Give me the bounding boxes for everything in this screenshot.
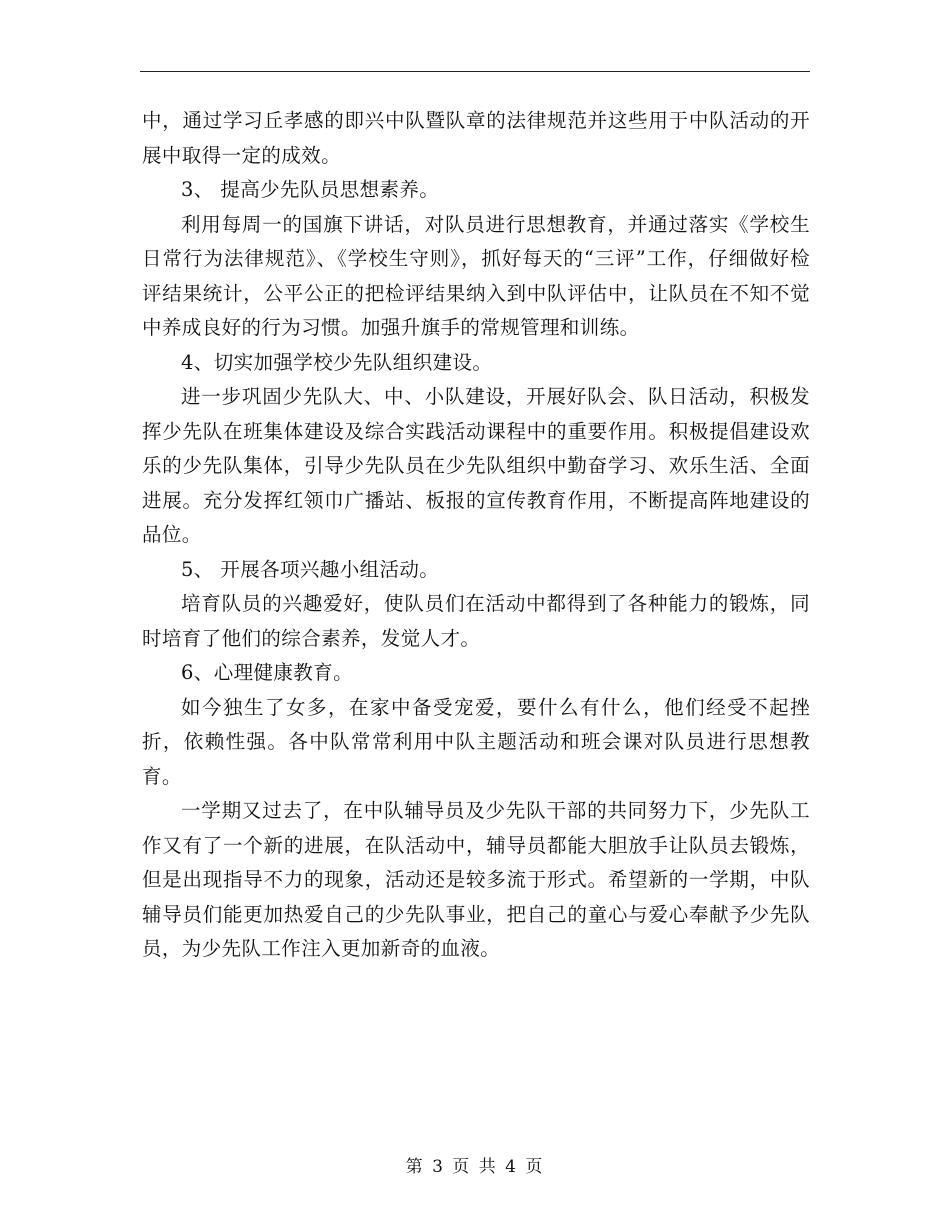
paragraph: 利用每周一的国旗下讲话，对队员进行思想教育，并通过落实《学校生日常行为法律规范》、《学校生守则》，抓好每天的“三评”工作，仔细做好检评结果统计，公平公正的把检评结果纳入到中队评估中，让队员在不知不觉中养成良好的行为习惯。加强升旗手的常规管理和训练。: [142, 212, 810, 339]
section-heading-6: 6、心理健康教育。: [181, 661, 354, 684]
section-heading-4: 4、切实加强学校少先队组织建设。: [181, 350, 493, 374]
paragraph: 培育队员的兴趣爱好，使队员们在活动中都得到了各种能力的锻炼，同时培育了他们的综合素养，发觉人才。: [142, 592, 810, 650]
page-number-footer: 第 3 页 共 4 页: [405, 1157, 545, 1177]
section-heading-3: 3、 提高少先队员思想素养。: [181, 178, 440, 201]
paragraph: 中，通过学习丘孝感的即兴中队暨队章的法律规范并这些用于中队活动的开展中取得一定的成效。: [142, 109, 810, 167]
section-heading-5: 5、 开展各项兴趣小组活动。: [181, 557, 440, 581]
paragraph: 如今独生了女多，在家中备受宠爱，要什么有什么，他们经受不起挫折，依赖性强。各中队常常利用中队主题活动和班会课对队员进行思想教育。: [142, 695, 810, 788]
paragraph: 一学期又过去了，在中队辅导员及少先队干部的共同努力下，少先队工作又有了一个新的进展，在队活动中，辅导员都能大胆放手让队员去锻炼，但是出现指导不力的现象，活动还是较多流于形式。希望新的一学期，中队辅导员们能更加热爱自己的少先队事业，把自己的童心与爱心奉献予少先队员，为少先队工作注入更加新奇的血液。: [142, 799, 810, 960]
paragraph: 进一步巩固少先队大、中、小队建设，开展好队会、队日活动，积极发挥少先队在班集体建设及综合实践活动课程中的重要作用。积极提倡建设欢乐的少先队集体，引导少先队员在少先队组织中勤奋学习、欢乐生活、全面进展。充分发挥红领巾广播站、板报的宣传教育作用，不断提高阵地建设的品位。: [142, 385, 810, 546]
header-rule: [140, 71, 810, 72]
document-body: [142, 104, 810, 967]
